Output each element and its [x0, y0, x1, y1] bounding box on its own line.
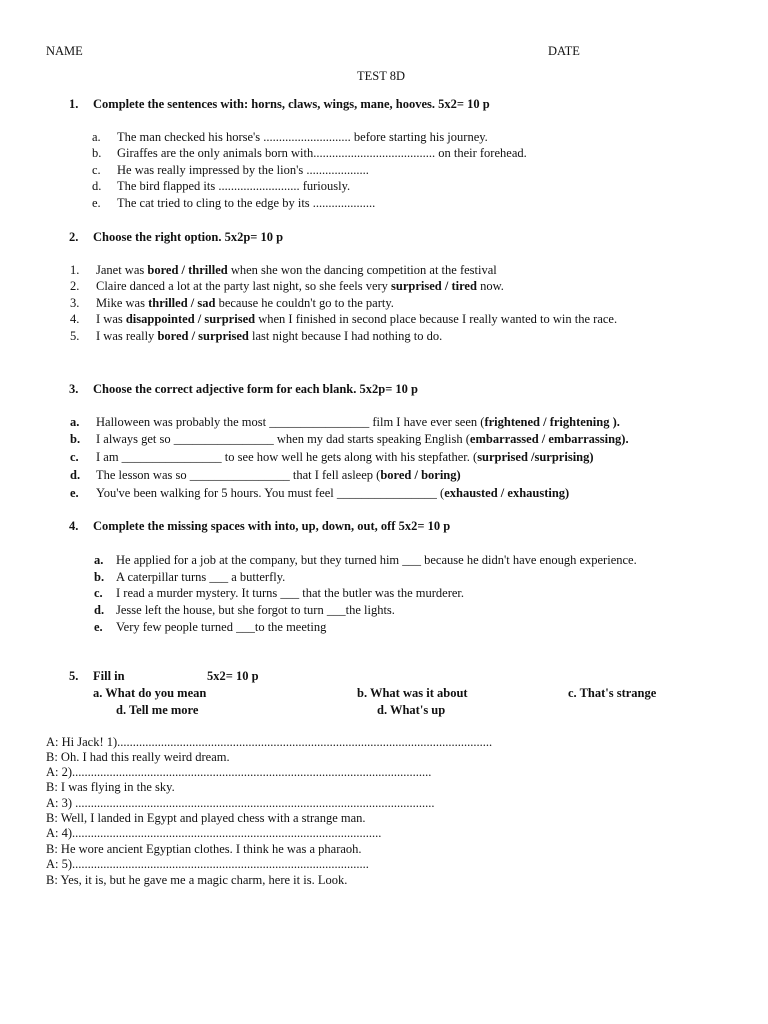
q3-item-pre: I am ________________ to see how well he gets along with his stepfather. (: [96, 450, 478, 464]
q3-item: [96, 432, 629, 447]
q2-item-options: bored / thrilled: [147, 263, 228, 277]
q3-number: 3.: [69, 382, 79, 396]
q3-item-options: surprised /surprising): [477, 450, 594, 464]
q2-item-label: 1.: [70, 263, 80, 277]
q2-item-post: now.: [476, 279, 504, 293]
test-title: TEST 8D: [357, 69, 406, 83]
q2-item-label: 2.: [70, 279, 80, 293]
name-label: NAME: [46, 44, 83, 58]
q5-option: d. Tell me more: [116, 703, 199, 717]
q2-item-pre: Janet was: [96, 263, 148, 277]
q2-item-label: 3.: [70, 296, 80, 310]
q1-item-label: c.: [92, 163, 101, 177]
q4-item-text: I read a murder mystery. It turns ___ that the butler was the murderer.: [116, 586, 465, 600]
q3-item-pre: The lesson was so ________________ that I fell asleep (: [96, 468, 381, 482]
q4-heading: Complete the missing spaces with into, up, down, out, off 5x2= 10 p: [93, 519, 451, 533]
q3-item-label: e.: [70, 486, 79, 500]
q2-item-options: surprised / tired: [391, 279, 477, 293]
q3-item: [96, 468, 461, 483]
q4-item-label: c.: [94, 586, 103, 600]
q3-item-label: a.: [70, 415, 80, 429]
q2-item-pre: I was: [96, 312, 126, 326]
q2-item-post: because he couldn't go to the party.: [215, 296, 394, 310]
q2-item-post: when I finished in second place because I really wanted to win the race.: [255, 312, 618, 326]
q4-item-label: e.: [94, 620, 103, 634]
q4-item-label: b.: [94, 570, 105, 584]
dialogue-line: B: Oh. I had this really weird dream.: [46, 750, 230, 764]
q2-heading: Choose the right option. 5x2p= 10 p: [93, 230, 284, 244]
q2-item: [96, 296, 394, 311]
q2-item-post: when she won the dancing competition at the festival: [227, 263, 497, 277]
q5-number: 5.: [69, 669, 79, 683]
q5-heading: Fill in: [93, 669, 125, 683]
q3-heading: Choose the correct adjective form for each blank. 5x2p= 10 p: [93, 382, 419, 396]
q3-item: [96, 450, 594, 465]
q2-item: [96, 329, 442, 344]
q2-item-options: disappointed / surprised: [125, 312, 256, 326]
q2-item: [96, 263, 497, 278]
q3-item-label: d.: [70, 468, 81, 482]
q2-item-pre: Mike was: [96, 296, 149, 310]
dialogue-line: A: 4)...................................................................................................: [46, 826, 382, 840]
q5-points: 5x2= 10 p: [207, 669, 259, 683]
q3-item: [96, 486, 569, 501]
q1-item-text: He was really impressed by the lion's ....................: [117, 163, 369, 177]
q2-number: 2.: [69, 230, 79, 244]
q4-item-text: He applied for a job at the company, but they turned him ___ because he didn't have enough experience.: [116, 553, 637, 567]
q1-item-text: The bird flapped its .......................... furiously.: [117, 179, 351, 193]
q4-item-label: a.: [94, 553, 104, 567]
q1-item-label: e.: [92, 196, 101, 210]
q3-item-pre: Halloween was probably the most ________________ film I have ever seen (: [96, 415, 485, 429]
q3-item-options: bored / boring): [380, 468, 461, 482]
dialogue-line: B: He wore ancient Egyptian clothes. I think he was a pharaoh.: [46, 842, 362, 856]
q3-item-pre: I always get so ________________ when my dad starts speaking English (: [96, 432, 470, 446]
dialogue-line: B: Yes, it is, but he gave me a magic charm, here it is. Look.: [46, 873, 348, 887]
q2-item-label: 5.: [70, 329, 80, 343]
q2-item: [96, 312, 617, 327]
q2-item-post: last night because I had nothing to do.: [248, 329, 443, 343]
q2-item-label: 4.: [70, 312, 80, 326]
q2-item-pre: Claire danced a lot at the party last night, so she feels very: [96, 279, 392, 293]
q4-item-text: Very few people turned ___to the meeting: [116, 620, 327, 634]
q3-item-label: b.: [70, 432, 81, 446]
dialogue-line: A: 5)...............................................................................................: [46, 857, 369, 871]
dialogue-line: B: I was flying in the sky.: [46, 780, 175, 794]
date-label: DATE: [548, 44, 580, 58]
q1-item-label: d.: [92, 179, 102, 193]
q1-item-label: a.: [92, 130, 101, 144]
q2-item: [96, 279, 504, 294]
q4-item-label: d.: [94, 603, 105, 617]
q3-item-pre: You've been walking for 5 hours. You must feel ________________ (: [96, 486, 445, 500]
q1-number: 1.: [69, 97, 79, 111]
q5-option: d. What's up: [377, 703, 446, 717]
q4-item-text: Jesse left the house, but she forgot to turn ___the lights.: [116, 603, 395, 617]
q1-item-text: The cat tried to cling to the edge by its ....................: [117, 196, 376, 210]
q3-item-options: exhausted / exhausting): [444, 486, 570, 500]
q5-option: a. What do you mean: [93, 686, 207, 700]
q3-item-options: frightened / frightening ).: [484, 415, 620, 429]
q5-option: c. That's strange: [568, 686, 657, 700]
q1-item-text: The man checked his horse's ............................ before starting his journey.: [117, 130, 488, 144]
dialogue-line: B: Well, I landed in Egypt and played chess with a strange man.: [46, 811, 366, 825]
q3-item-options: embarrassed / embarrassing).: [469, 432, 629, 446]
q1-heading: Complete the sentences with: horns, claws, wings, mane, hooves. 5x2= 10 p: [93, 97, 490, 111]
q5-option: b. What was it about: [357, 686, 468, 700]
q4-item-text: A caterpillar turns ___ a butterfly.: [116, 570, 286, 584]
dialogue-line: A: 2)...................................................................................................................: [46, 765, 432, 779]
q4-number: 4.: [69, 519, 79, 533]
q2-item-pre: I was really: [96, 329, 158, 343]
q1-item-label: b.: [92, 146, 102, 160]
dialogue-line: A: Hi Jack! 1)........................................................................................................................: [46, 735, 493, 749]
q1-item-text: Giraffes are the only animals born with....................................... on their forehead.: [117, 146, 527, 160]
q3-item: [96, 415, 620, 430]
q2-item-options: thrilled / sad: [148, 296, 216, 310]
q2-item-options: bored / surprised: [157, 329, 249, 343]
dialogue-line: A: 3) ...................................................................................................................: [46, 796, 435, 810]
q3-item-label: c.: [70, 450, 79, 464]
